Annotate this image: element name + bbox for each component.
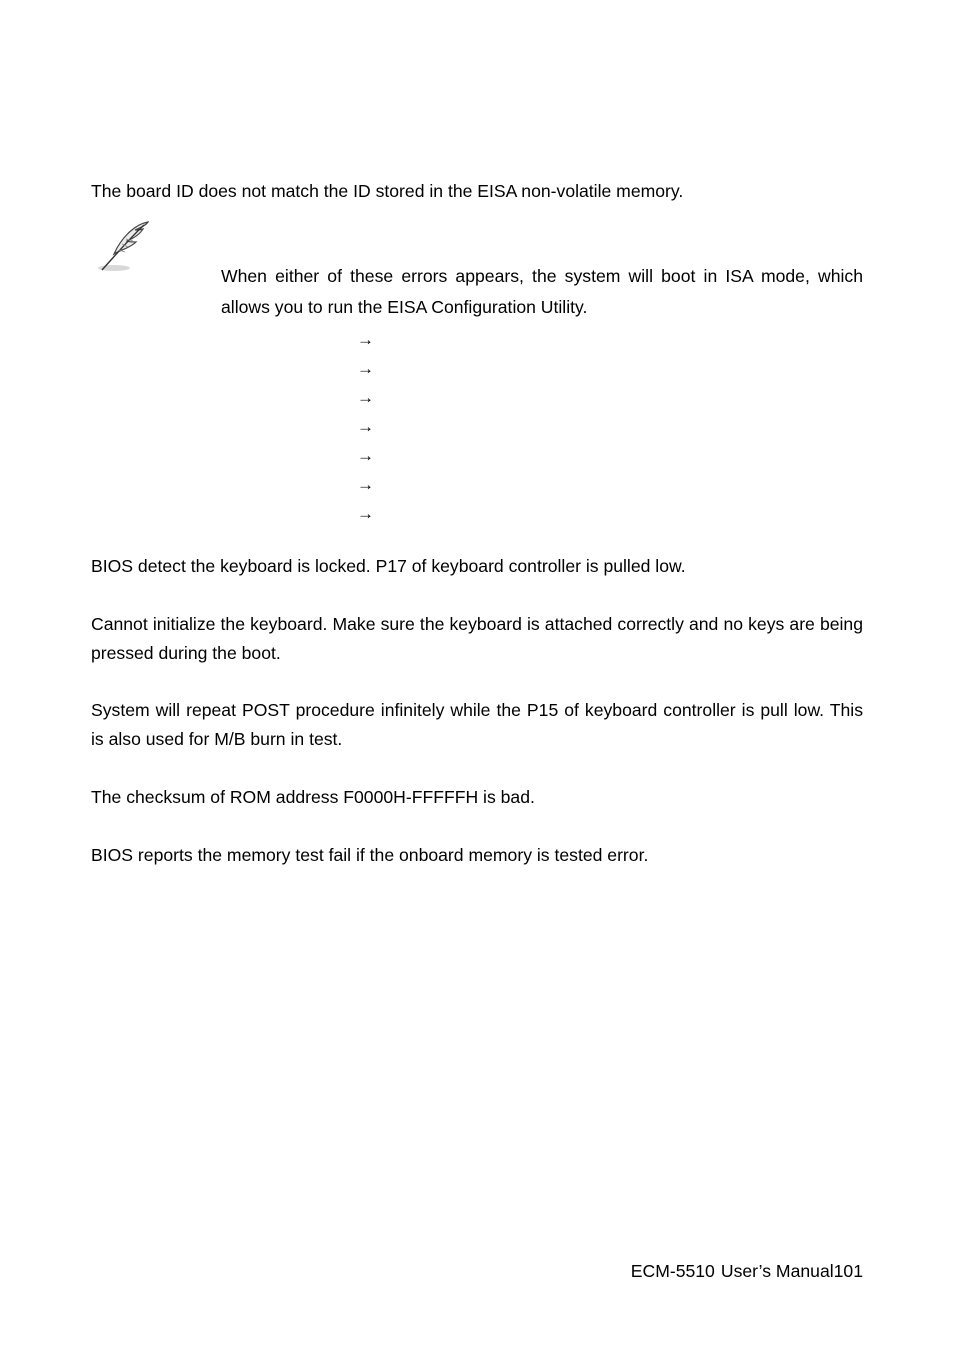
arrow-icon: → — [357, 388, 374, 407]
paragraph-keyboard-init: Cannot initialize the keyboard. Make sure the keyboard is attached correctly and no keys are being pressed during the boot. — [91, 614, 863, 663]
paragraph-eisa-id: The board ID does not match the ID stored in the EISA non-volatile memory. — [91, 181, 684, 201]
footer-title: User’s Manual — [720, 1261, 834, 1281]
page-number: 101 — [833, 1261, 863, 1281]
note-text: When either of these errors appears, the system will boot in ISA mode, which allows you to run the EISA Configuration Utility. — [221, 266, 863, 317]
paragraph-keyboard-locked: BIOS detect the keyboard is locked. P17 of keyboard controller is pulled low. — [91, 556, 686, 576]
arrow-icon: → — [357, 359, 374, 378]
footer-model: ECM-5510 — [630, 1261, 715, 1281]
arrow-icon: → — [357, 330, 374, 349]
paragraph-rom-checksum: The checksum of ROM address F0000H-FFFFFH is bad. — [91, 787, 535, 807]
paragraph-memory-fail: BIOS reports the memory test fail if the onboard memory is tested error. — [91, 845, 649, 865]
page-footer — [631, 1259, 863, 1283]
arrow-icon: → — [357, 446, 374, 465]
feather-quill-icon — [92, 214, 162, 276]
arrow-icon: → — [357, 475, 374, 494]
arrow-list — [357, 325, 374, 528]
arrow-icon: → — [357, 504, 374, 523]
paragraph-post-repeat: System will repeat POST procedure infinitely while the P15 of keyboard controller is pull low. This is also used for M/B burn in test. — [91, 700, 863, 749]
arrow-icon: → — [357, 417, 374, 436]
